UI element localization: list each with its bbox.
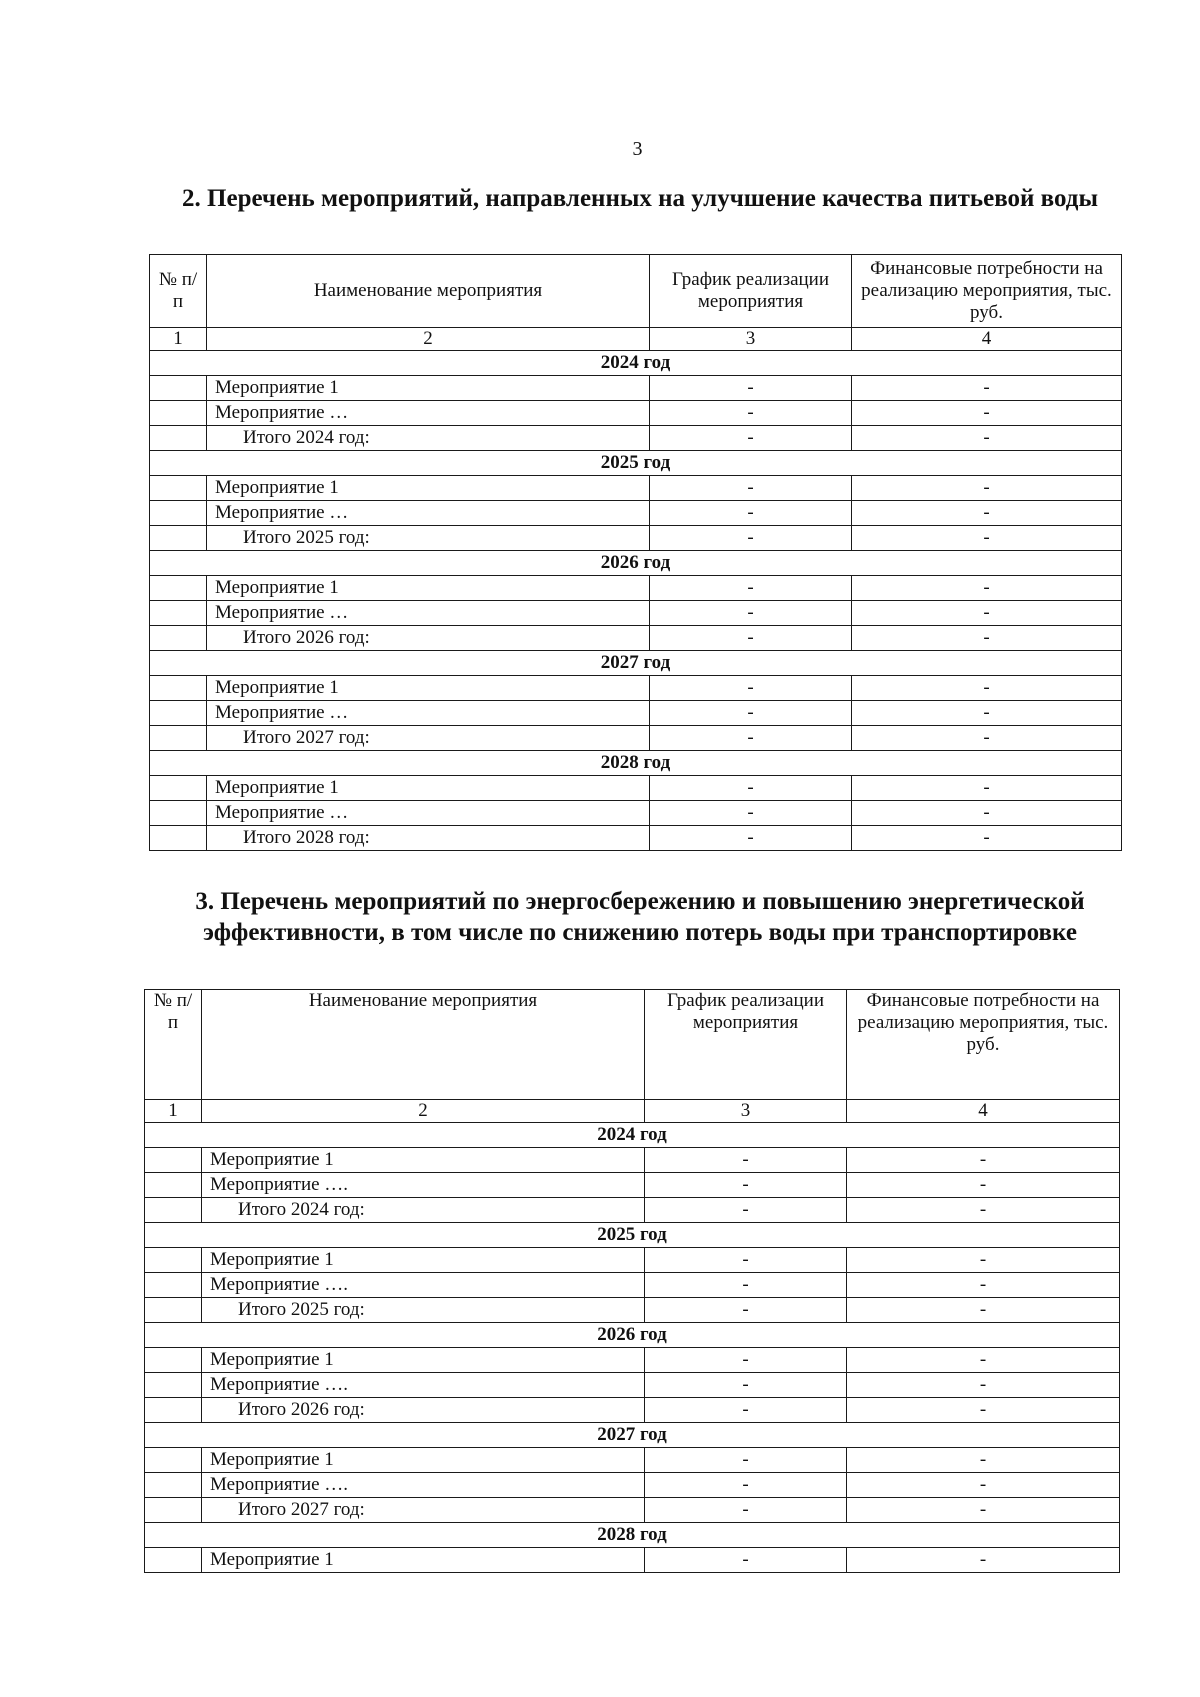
activity-name: Итого 2027 год: — [202, 1498, 645, 1523]
activity-name: Мероприятие … — [207, 401, 650, 426]
activity-name: Мероприятие 1 — [202, 1248, 645, 1273]
activity-name: Мероприятие 1 — [207, 576, 650, 601]
finance-value: - — [852, 626, 1122, 651]
activity-name: Итого 2028 год: — [207, 826, 650, 851]
row-number-cell — [145, 1348, 202, 1373]
finance-value: - — [852, 726, 1122, 751]
table-row — [150, 701, 1122, 726]
column-number: 4 — [852, 328, 1122, 351]
finance-value: - — [852, 426, 1122, 451]
activity-name: Мероприятие 1 — [207, 476, 650, 501]
finance-value: - — [852, 826, 1122, 851]
table-row — [150, 601, 1122, 626]
row-number-cell — [150, 426, 207, 451]
table-row — [145, 1273, 1120, 1298]
table-row — [145, 1248, 1120, 1273]
header-name: Наименование мероприятия — [202, 990, 645, 1100]
activity-name: Итого 2024 год: — [207, 426, 650, 451]
schedule-value: - — [645, 1473, 847, 1498]
table-row — [150, 801, 1122, 826]
schedule-value: - — [645, 1148, 847, 1173]
activity-name: Мероприятие … — [207, 801, 650, 826]
activity-name: Мероприятие 1 — [207, 776, 650, 801]
row-number-cell — [145, 1498, 202, 1523]
schedule-value: - — [650, 576, 852, 601]
total-row — [150, 826, 1122, 851]
schedule-value: - — [650, 701, 852, 726]
schedule-value: - — [645, 1373, 847, 1398]
row-number-cell — [150, 826, 207, 851]
finance-value: - — [852, 701, 1122, 726]
row-number-cell — [145, 1173, 202, 1198]
schedule-value: - — [650, 401, 852, 426]
table-row — [145, 1373, 1120, 1398]
activity-name: Итого 2026 год: — [207, 626, 650, 651]
schedule-value: - — [650, 376, 852, 401]
table-row — [145, 1473, 1120, 1498]
row-number-cell — [145, 1398, 202, 1423]
header-row — [145, 990, 1120, 1100]
activity-name: Итого 2024 год: — [202, 1198, 645, 1223]
page-number: 3 — [632, 138, 643, 160]
schedule-value: - — [650, 776, 852, 801]
header-finance: Финансовые потребности на реализацию мероприятия, тыс. руб. — [852, 255, 1122, 328]
year-row — [150, 751, 1122, 776]
row-number-cell — [150, 776, 207, 801]
finance-value: - — [847, 1248, 1120, 1273]
column-number: 1 — [145, 1100, 202, 1123]
schedule-value: - — [650, 726, 852, 751]
section-3-table — [144, 989, 1120, 1573]
column-number: 2 — [207, 328, 650, 351]
activity-name: Мероприятие …. — [202, 1373, 645, 1398]
schedule-value: - — [650, 826, 852, 851]
total-row — [150, 626, 1122, 651]
table-row — [145, 1448, 1120, 1473]
row-number-cell — [145, 1448, 202, 1473]
row-number-cell — [150, 376, 207, 401]
finance-value: - — [847, 1348, 1120, 1373]
year-row — [145, 1223, 1120, 1248]
table-row — [145, 1548, 1120, 1573]
finance-value: - — [847, 1148, 1120, 1173]
row-number-cell — [145, 1298, 202, 1323]
schedule-value: - — [650, 626, 852, 651]
row-number-cell — [145, 1248, 202, 1273]
activity-name: Итого 2027 год: — [207, 726, 650, 751]
activity-name: Мероприятие … — [207, 501, 650, 526]
section-2-title: 2. Перечень мероприятий, направленных на улучшение качества питьевой воды — [182, 185, 1098, 212]
year-label: 2028 год — [145, 1523, 1120, 1548]
section-3-title: 3. Перечень мероприятий по энергосбережению и повышению энергетической эффективности, в том числе по снижению потерь воды при транспортировке — [195, 888, 1085, 946]
row-number-cell — [145, 1198, 202, 1223]
activity-name: Мероприятие 1 — [202, 1448, 645, 1473]
header-number: № п/п — [145, 990, 202, 1100]
header-schedule: График реализации мероприятия — [650, 255, 852, 328]
schedule-value: - — [650, 501, 852, 526]
table-row — [150, 376, 1122, 401]
activity-name: Мероприятие … — [207, 701, 650, 726]
row-number-cell — [145, 1148, 202, 1173]
year-label: 2027 год — [145, 1423, 1120, 1448]
schedule-value: - — [650, 526, 852, 551]
total-row — [150, 726, 1122, 751]
row-number-cell — [150, 401, 207, 426]
finance-value: - — [852, 526, 1122, 551]
total-row — [150, 426, 1122, 451]
row-number-cell — [145, 1373, 202, 1398]
year-label: 2024 год — [150, 351, 1122, 376]
year-row — [150, 351, 1122, 376]
table-row — [145, 1348, 1120, 1373]
activity-name: Итого 2025 год: — [207, 526, 650, 551]
row-number-cell — [150, 701, 207, 726]
schedule-value: - — [645, 1548, 847, 1573]
schedule-value: - — [645, 1173, 847, 1198]
activity-name: Мероприятие 1 — [207, 376, 650, 401]
year-label: 2026 год — [150, 551, 1122, 576]
year-label: 2025 год — [145, 1223, 1120, 1248]
row-number-cell — [150, 476, 207, 501]
finance-value: - — [852, 676, 1122, 701]
row-number-cell — [145, 1548, 202, 1573]
finance-value: - — [852, 601, 1122, 626]
row-number-cell — [150, 726, 207, 751]
total-row — [145, 1498, 1120, 1523]
finance-value: - — [852, 801, 1122, 826]
schedule-value: - — [650, 426, 852, 451]
year-label: 2024 год — [145, 1123, 1120, 1148]
table-row — [150, 776, 1122, 801]
row-number-cell — [150, 626, 207, 651]
finance-value: - — [852, 576, 1122, 601]
schedule-value: - — [650, 801, 852, 826]
schedule-value: - — [650, 601, 852, 626]
row-number-cell — [150, 501, 207, 526]
activity-name: Мероприятие 1 — [202, 1348, 645, 1373]
row-number-cell — [150, 676, 207, 701]
schedule-value: - — [645, 1498, 847, 1523]
table-row — [150, 576, 1122, 601]
year-row — [145, 1123, 1120, 1148]
schedule-value: - — [650, 676, 852, 701]
column-number: 2 — [202, 1100, 645, 1123]
finance-value: - — [847, 1173, 1120, 1198]
schedule-value: - — [650, 476, 852, 501]
activity-name: Итого 2025 год: — [202, 1298, 645, 1323]
table-row — [150, 501, 1122, 526]
year-row — [145, 1523, 1120, 1548]
column-numbers-row — [145, 1100, 1120, 1123]
finance-value: - — [847, 1398, 1120, 1423]
activity-name: Мероприятие … — [207, 601, 650, 626]
year-row — [145, 1423, 1120, 1448]
finance-value: - — [847, 1548, 1120, 1573]
header-finance: Финансовые потребности на реализацию мероприятия, тыс. руб. — [847, 990, 1120, 1100]
row-number-cell — [150, 801, 207, 826]
table-row — [150, 476, 1122, 501]
section-2-table — [149, 254, 1122, 851]
activity-name: Мероприятие …. — [202, 1173, 645, 1198]
column-numbers-row — [150, 328, 1122, 351]
schedule-value: - — [645, 1448, 847, 1473]
header-row — [150, 255, 1122, 328]
row-number-cell — [150, 601, 207, 626]
finance-value: - — [847, 1373, 1120, 1398]
finance-value: - — [847, 1298, 1120, 1323]
year-row — [150, 651, 1122, 676]
activity-name: Мероприятие 1 — [202, 1548, 645, 1573]
header-schedule: График реализации мероприятия — [645, 990, 847, 1100]
table-row — [150, 401, 1122, 426]
total-row — [145, 1398, 1120, 1423]
year-label: 2028 год — [150, 751, 1122, 776]
activity-name: Итого 2026 год: — [202, 1398, 645, 1423]
activity-name: Мероприятие 1 — [207, 676, 650, 701]
year-row — [150, 551, 1122, 576]
activity-name: Мероприятие …. — [202, 1273, 645, 1298]
finance-value: - — [847, 1198, 1120, 1223]
year-row — [145, 1323, 1120, 1348]
table-row — [150, 676, 1122, 701]
total-row — [145, 1298, 1120, 1323]
year-label: 2025 год — [150, 451, 1122, 476]
table-row — [145, 1173, 1120, 1198]
schedule-value: - — [645, 1248, 847, 1273]
column-number: 1 — [150, 328, 207, 351]
schedule-value: - — [645, 1398, 847, 1423]
column-number: 4 — [847, 1100, 1120, 1123]
table-row — [145, 1148, 1120, 1173]
finance-value: - — [852, 501, 1122, 526]
column-number: 3 — [645, 1100, 847, 1123]
row-number-cell — [145, 1473, 202, 1498]
finance-value: - — [847, 1473, 1120, 1498]
total-row — [145, 1198, 1120, 1223]
finance-value: - — [847, 1498, 1120, 1523]
schedule-value: - — [645, 1348, 847, 1373]
finance-value: - — [852, 776, 1122, 801]
schedule-value: - — [645, 1273, 847, 1298]
schedule-value: - — [645, 1198, 847, 1223]
finance-value: - — [847, 1273, 1120, 1298]
header-name: Наименование мероприятия — [207, 255, 650, 328]
finance-value: - — [847, 1448, 1120, 1473]
row-number-cell — [150, 576, 207, 601]
header-number: № п/п — [150, 255, 207, 328]
activity-name: Мероприятие …. — [202, 1473, 645, 1498]
column-number: 3 — [650, 328, 852, 351]
row-number-cell — [145, 1273, 202, 1298]
year-label: 2026 год — [145, 1323, 1120, 1348]
activity-name: Мероприятие 1 — [202, 1148, 645, 1173]
year-row — [150, 451, 1122, 476]
finance-value: - — [852, 476, 1122, 501]
total-row — [150, 526, 1122, 551]
row-number-cell — [150, 526, 207, 551]
finance-value: - — [852, 401, 1122, 426]
finance-value: - — [852, 376, 1122, 401]
year-label: 2027 год — [150, 651, 1122, 676]
schedule-value: - — [645, 1298, 847, 1323]
